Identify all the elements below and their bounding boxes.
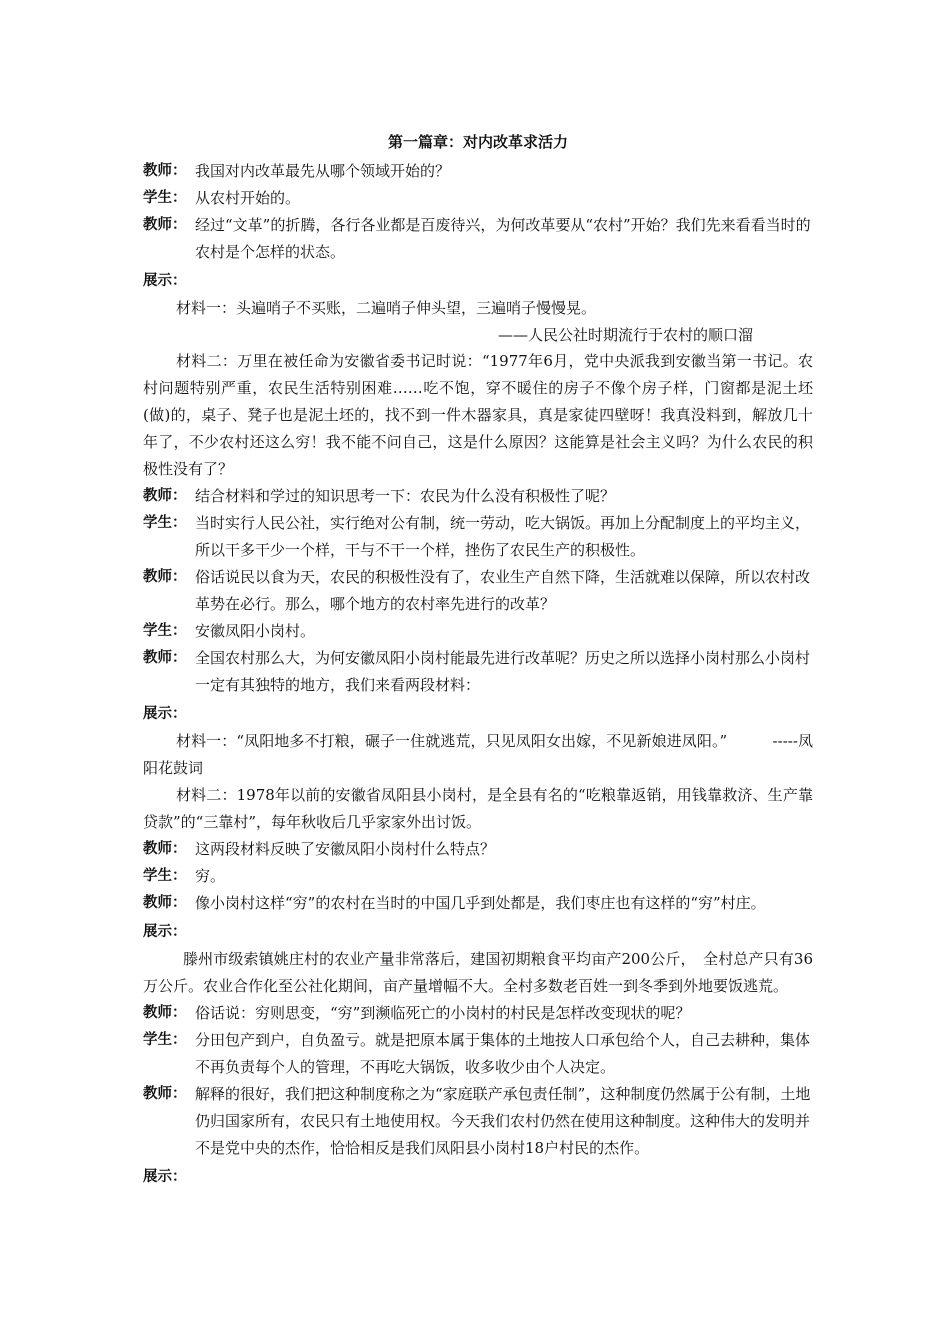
teacher-text: 俗话说民以食为天，农民的积极性没有了，农业生产自然下降，生活就难以保障，所以农村改革势在必行。那么，哪个地方的农村率先进行的改革？ (195, 568, 811, 613)
student-line (143, 618, 813, 645)
teacher-line (143, 890, 813, 917)
teacher-label: 教师： (143, 163, 187, 179)
material-text: 材料二：万里在被任命为安徽省委书记时说：“1977年6月，党中央派我到安徽当第一书记。农村问题特别严重，农民生活特别困难……吃不饱，穿不暖住的房子不像个房子样，门窗都是泥土坯(做)的，桌子、凳子也是泥土坯的，找不到一件木器家具，真是家徒四壁呀！我真没料到，解放几十年了，不少农村还这么穷！我不能不问自己，这是什么原因？这能算是社会主义吗？为什么农民的积极性没有了？ (143, 352, 813, 478)
show-label: 展示： (143, 706, 187, 722)
teacher-label: 教师： (143, 488, 187, 504)
teacher-line (143, 1000, 813, 1027)
student-label: 学生： (143, 623, 187, 639)
teacher-text: 像小岗村这样“穷”的农村在当时的中国几乎到处都是，我们枣庄也有这样的“穷”村庄。 (195, 894, 766, 912)
material-text: 材料一：“凤阳地多不打粮，碾子一住就逃荒，只见凤阳女出嫁，不见新娘进凤阳。” -----凤阳花鼓词 (143, 732, 813, 777)
document-body (143, 129, 813, 1191)
material-text: 滕州市级索镇姚庄村的农业产量非常落后，建国初期粮食平均亩产200公斤， 全村总产只有36万公斤。农业合作化至公社化期间，亩产量增幅不大。全村多数老百姓一到冬季到外地要饭逃荒。 (143, 950, 813, 995)
teacher-label: 教师： (143, 569, 187, 585)
student-text: 安徽凤阳小岗村。 (195, 622, 316, 640)
teacher-text: 全国农村那么大，为何安徽凤阳小岗村能最先进行改革呢？历史之所以选择小岗村那么小岗村一定有其独特的地方，我们来看两段材料： (195, 649, 811, 694)
show-label: 展示： (143, 1169, 187, 1185)
student-line (143, 863, 813, 890)
teacher-label: 教师： (143, 1086, 187, 1102)
show-label: 展示： (143, 273, 187, 289)
teacher-label: 教师： (143, 650, 187, 666)
teacher-text: 俗话说：穷则思变，“穷”到濒临死亡的小岗村的村民是怎样改变现状的呢？ (195, 1004, 691, 1022)
student-text: 分田包产到户，自负盈亏。就是把原本属于集体的土地按人口承包给个人，自己去耕种，集体不再负责每个人的管理，不再吃大锅饭，收多收少由个人决定。 (195, 1031, 811, 1076)
material-text: 材料二：1978年以前的安徽省凤阳县小岗村，是全县有名的“吃粮靠返销，用钱靠救济、生产靠贷款”的“三靠村”，每年秋收后几乎家家外出讨饭。 (143, 786, 813, 831)
material-source: ——人民公社时期流行于农村的顺口溜 (497, 326, 753, 344)
teacher-text: 结合材料和学过的知识思考一下：农民为什么没有积极性了呢？ (195, 487, 616, 505)
teacher-line (143, 645, 813, 699)
student-line (143, 185, 813, 212)
student-text: 从农村开始的。 (195, 189, 301, 207)
chapter-title: 第一篇章：对内改革求活力 (387, 133, 568, 151)
teacher-line (143, 564, 813, 618)
teacher-label: 教师： (143, 895, 187, 911)
teacher-label: 教师： (143, 841, 187, 857)
student-line (143, 1027, 813, 1081)
teacher-line (143, 212, 813, 266)
teacher-line (143, 483, 813, 510)
teacher-line (143, 836, 813, 863)
teacher-text: 经过“文革”的折腾，各行各业都是百废待兴，为何改革要从“农村”开始？我们先来看看当时的农村是个怎样的状态。 (195, 216, 811, 261)
teacher-text: 解释的很好，我们把这种制度称之为“家庭联产承包责任制”，这种制度仍然属于公有制，土地仍归国家所有，农民只有土地使用权。今天我们农村仍然在使用这种制度。这种伟大的发明并不是党中央的杰作，恰恰相反是我们凤阳县小岗村18户村民的杰作。 (195, 1085, 811, 1157)
teacher-line (143, 158, 813, 185)
student-label: 学生： (143, 190, 187, 206)
material-text: 材料一：头遍哨子不买账，二遍哨子伸头望，三遍哨子慢慢晃。 (176, 299, 597, 317)
teacher-line (143, 1081, 813, 1162)
teacher-text: 我国对内改革最先从哪个领域开始的？ (195, 162, 451, 180)
student-text: 当时实行人民公社，实行绝对公有制，统一劳动，吃大锅饭。再加上分配制度上的平均主义，所以干多干少一个样，干与不干一个样，挫伤了农民生产的积极性。 (195, 514, 811, 559)
teacher-text: 这两段材料反映了安徽凤阳小岗村什么特点？ (195, 840, 496, 858)
student-label: 学生： (143, 1032, 187, 1048)
student-text: 穷。 (195, 867, 226, 885)
student-label: 学生： (143, 515, 187, 531)
teacher-label: 教师： (143, 217, 187, 233)
student-line (143, 510, 813, 564)
teacher-label: 教师： (143, 1005, 187, 1021)
show-label: 展示： (143, 924, 187, 940)
student-label: 学生： (143, 868, 187, 884)
